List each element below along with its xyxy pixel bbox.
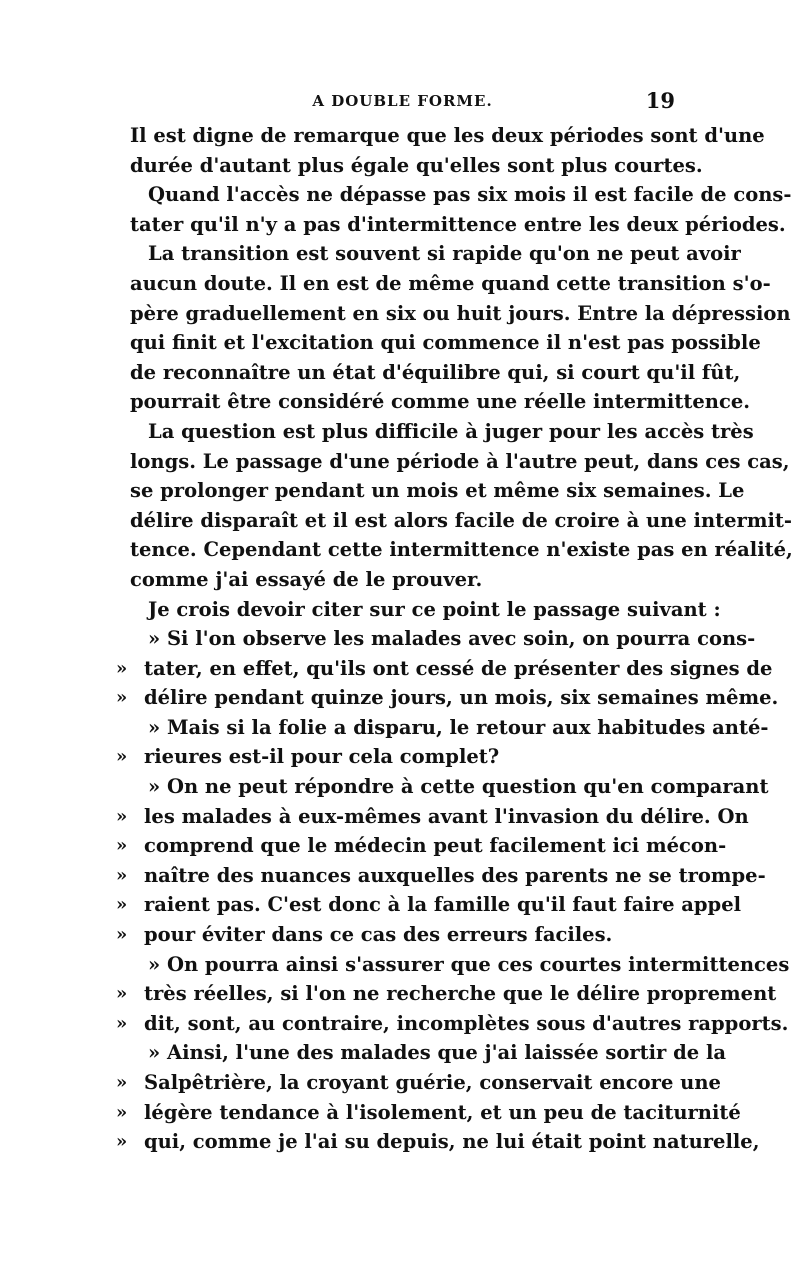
text-line [130,328,761,358]
text-line [130,269,771,299]
text-line [130,417,754,447]
text-line [130,358,741,388]
text-line [116,683,779,713]
line-text: tater qu'il n'y a pas d'intermittence entre les deux périodes. [130,212,786,236]
running-title: A DOUBLE FORME. [312,92,493,110]
text-line [130,121,765,151]
line-text: Je crois devoir citer sur ce point le passage suivant : [148,597,721,621]
text-line [116,1068,721,1098]
line-text: qui finit et l'excitation qui commence il n'est pas possible [130,331,761,355]
quote-mark: » [116,805,128,827]
line-text: dit, sont, au contraire, incomplètes sous d'autres rapports. [144,1011,789,1035]
line-text: qui, comme je l'ai su depuis, ne lui était point naturelle, [144,1130,760,1154]
text-line [130,180,792,210]
quote-mark: » [116,924,128,946]
text-line [130,535,793,565]
text-line [130,595,721,625]
line-text: Il est digne de remarque que les deux périodes sont d'une [130,124,765,147]
line-text: La transition est souvent si rapide qu'on ne peut avoir [148,242,741,266]
text-line [130,299,791,329]
line-text: » On pourra ainsi s'assurer que ces courtes intermittences [148,952,790,976]
text-line [130,772,769,802]
line-text: père graduellement en six ou huit jours. Entre la dépression [130,301,791,325]
quote-mark: » [116,864,128,886]
text-line [130,447,790,477]
page-header [130,88,675,118]
text-line [130,565,675,595]
text-line [116,1127,760,1157]
line-text: très réelles, si l'on ne recherche que le délire proprement [144,982,777,1006]
line-text: raient pas. C'est donc à la famille qu'il faut faire appel [144,893,742,917]
text-line [130,950,790,980]
quote-mark: » [116,1072,128,1093]
quote-mark: » [116,1131,128,1153]
line-text: pour éviter dans ce cas des erreurs faciles. [144,923,613,947]
text-line [130,624,756,654]
text-line [116,1098,741,1128]
line-text: les malades à eux-mêmes avant l'invasion du délire. On [144,804,749,828]
text-line [130,210,786,240]
line-text: délire disparaît et il est alors facile de croire à une intermit- [130,508,792,532]
page-number: 19 [645,88,675,113]
quote-mark: » [116,894,128,916]
line-text: durée d'autant plus égale qu'elles sont plus courtes. [130,153,703,177]
quote-mark: » [116,687,128,709]
line-text: » Ainsi, l'une des malades que j'ai laissée sortir de la [148,1041,726,1065]
text-line [116,890,742,920]
text-line [130,713,769,743]
text-line [130,476,745,506]
line-text: tater, en effet, qu'ils ont cessé de présenter des signes de [144,656,773,680]
text-line [116,654,773,684]
line-text: pourrait être considéré comme une réelle intermittence. [130,390,751,414]
line-text: aucun doute. Il en est de même quand cette transition s'o- [130,271,771,295]
line-text: Salpêtrière, la croyant guérie, conservait encore une [144,1071,721,1094]
text-line [116,742,675,772]
line-text: » Mais si la folie a disparu, le retour aux habitudes anté- [148,715,769,739]
line-text: » Si l'on observe les malades avec soin, on pourra cons- [148,627,756,651]
line-text: comme j'ai essayé de le prouver. [130,567,483,591]
text-line [116,1009,789,1039]
body-text [116,121,793,1157]
text-line [116,979,777,1009]
quote-mark: » [116,1101,128,1123]
line-text: délire pendant quinze jours, un mois, six semaines même. [144,686,779,710]
text-line [130,506,792,536]
text-line [116,831,727,861]
line-text: légère tendance à l'isolement, et un peu de taciturnité [144,1100,741,1124]
text-line [130,151,703,181]
quote-mark: » [116,746,128,768]
text-line [130,239,741,269]
text-line [116,920,675,950]
text-line [116,802,749,832]
line-text: se prolonger pendant un mois et même six semaines. Le [130,479,745,503]
line-text: de reconnaître un état d'équilibre qui, si court qu'il fût, [130,360,741,384]
quote-mark: » [116,835,128,857]
text-line [116,861,766,891]
text-line [130,1038,726,1068]
line-text: longs. Le passage d'une période à l'autre peut, dans ces cas, [130,449,790,473]
line-text: naître des nuances auxquelles des parents ne se trompe- [144,863,766,887]
quote-mark: » [116,1012,128,1034]
line-text: tence. Cependant cette intermittence n'existe pas en réalité, [130,538,793,562]
line-text: Quand l'accès ne dépasse pas six mois il est facile de cons- [148,183,792,207]
line-text: La question est plus difficile à juger pour les accès très [148,419,754,443]
line-text: rieures est-il pour cela complet? [144,745,500,769]
line-text: » On ne peut répondre à cette question qu'en comparant [148,775,769,799]
text-line [130,387,751,417]
quote-mark: » [116,983,128,1005]
quote-mark: » [116,657,128,679]
line-text: comprend que le médecin peut facilement ici mécon- [144,834,727,858]
